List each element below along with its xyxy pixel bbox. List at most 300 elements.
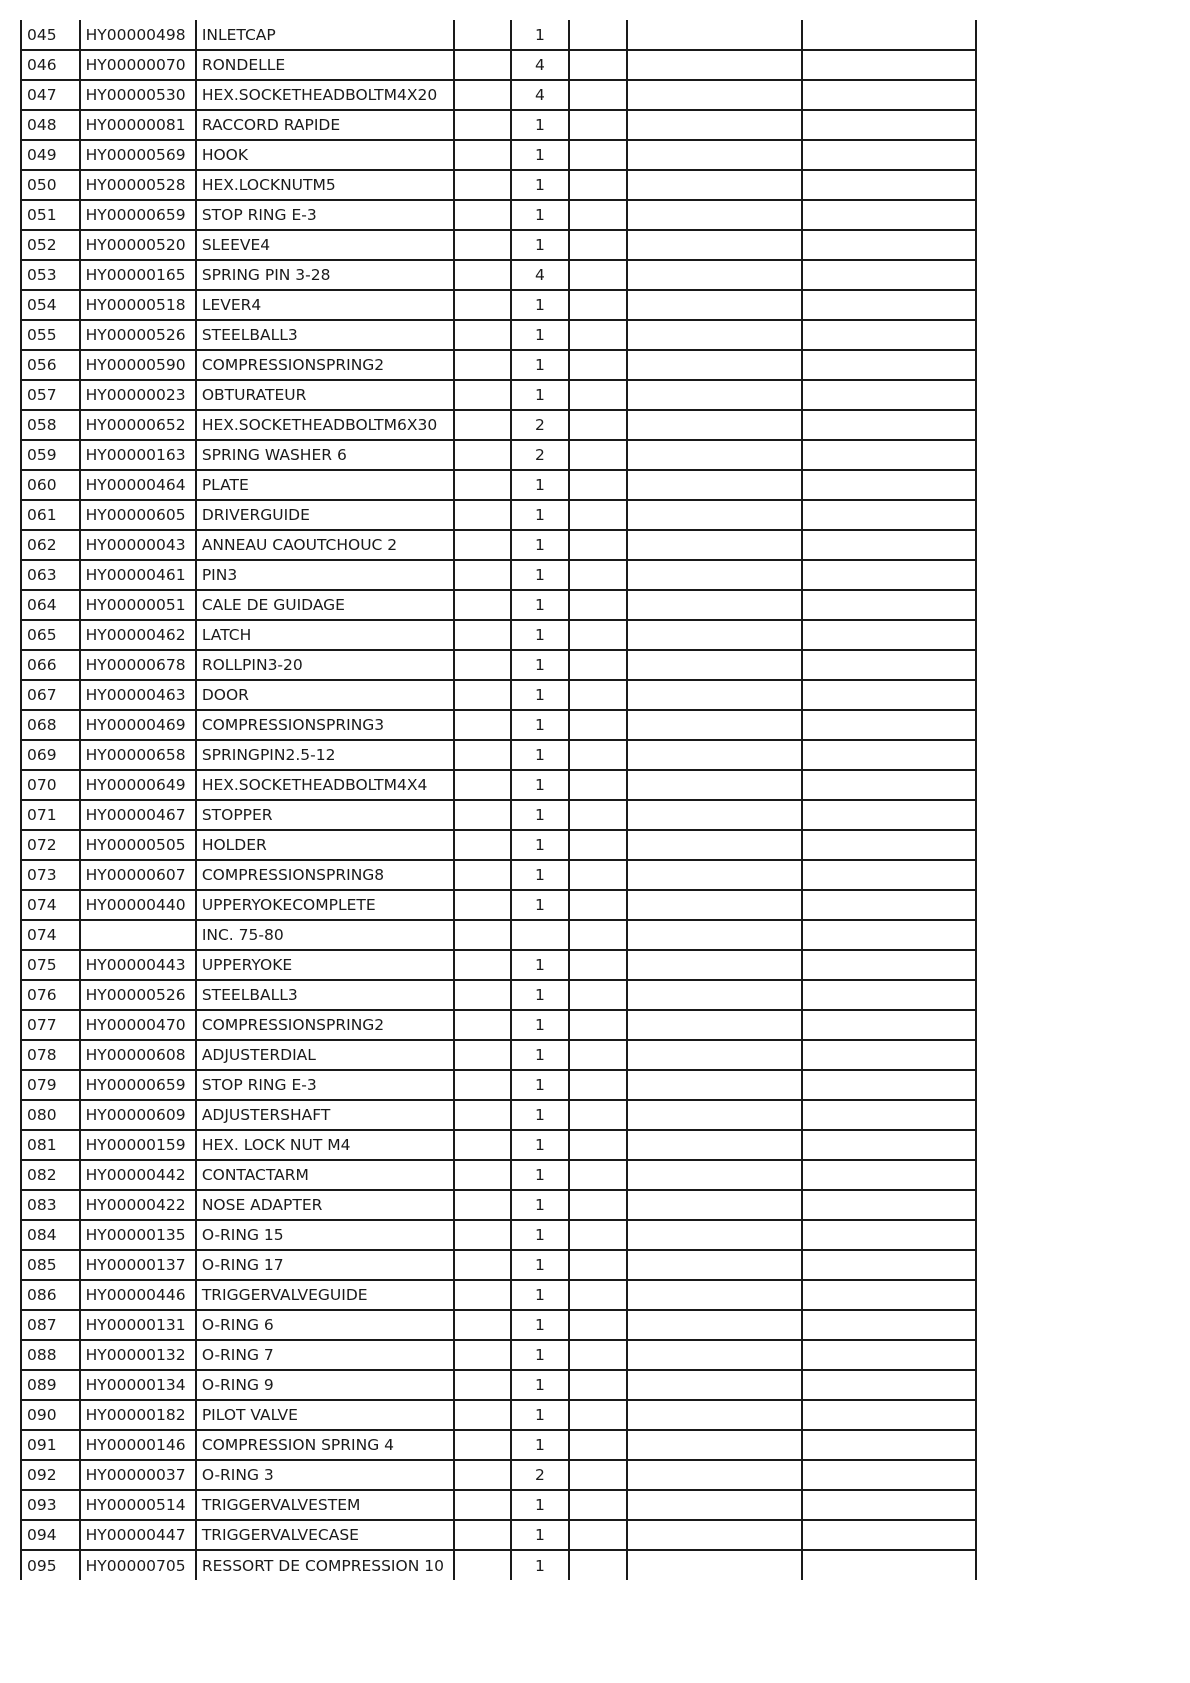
part-code-cell: HY00000469 <box>80 710 196 740</box>
description-cell: HEX.SOCKETHEADBOLTM6X30 <box>196 410 454 440</box>
blank-cell <box>802 290 976 320</box>
blank-cell <box>454 1220 512 1250</box>
item-number-cell: 059 <box>21 440 80 470</box>
blank-cell <box>802 440 976 470</box>
item-number-cell: 093 <box>21 1490 80 1520</box>
table-row <box>21 1250 976 1280</box>
table-row <box>21 680 976 710</box>
part-code-cell: HY00000514 <box>80 1490 196 1520</box>
item-number-cell: 060 <box>21 470 80 500</box>
table-row <box>21 1160 976 1190</box>
quantity-cell: 1 <box>511 1190 569 1220</box>
blank-cell <box>454 1280 512 1310</box>
blank-cell <box>569 1400 628 1430</box>
description-cell: HEX.SOCKETHEADBOLTM4X4 <box>196 770 454 800</box>
description-cell: STOPPER <box>196 800 454 830</box>
table-row <box>21 1490 976 1520</box>
part-code-cell: HY00000705 <box>80 1550 196 1580</box>
part-code-cell: HY00000081 <box>80 110 196 140</box>
part-code-cell: HY00000526 <box>80 320 196 350</box>
description-cell: COMPRESSIONSPRING2 <box>196 1010 454 1040</box>
blank-cell <box>802 1400 976 1430</box>
item-number-cell: 086 <box>21 1280 80 1310</box>
blank-cell <box>802 530 976 560</box>
quantity-cell: 1 <box>511 1250 569 1280</box>
blank-cell <box>454 440 512 470</box>
blank-cell <box>569 20 628 50</box>
table-row <box>21 770 976 800</box>
table-row <box>21 1550 976 1580</box>
item-number-cell: 090 <box>21 1400 80 1430</box>
blank-cell <box>454 1040 512 1070</box>
blank-cell <box>454 290 512 320</box>
description-cell: O-RING 7 <box>196 1340 454 1370</box>
quantity-cell: 4 <box>511 260 569 290</box>
part-code-cell: HY00000132 <box>80 1340 196 1370</box>
quantity-cell: 1 <box>511 1340 569 1370</box>
quantity-cell: 1 <box>511 650 569 680</box>
blank-cell <box>627 1490 802 1520</box>
part-code-cell: HY00000443 <box>80 950 196 980</box>
item-number-cell: 069 <box>21 740 80 770</box>
table-row <box>21 80 976 110</box>
blank-cell <box>569 440 628 470</box>
description-cell: O-RING 9 <box>196 1370 454 1400</box>
table-row <box>21 50 976 80</box>
blank-cell <box>569 590 628 620</box>
blank-cell <box>569 1130 628 1160</box>
blank-cell <box>569 1220 628 1250</box>
blank-cell <box>802 140 976 170</box>
part-code-cell: HY00000037 <box>80 1460 196 1490</box>
part-code-cell: HY00000498 <box>80 20 196 50</box>
parts-table-body <box>21 20 976 1580</box>
description-cell: STEELBALL3 <box>196 980 454 1010</box>
blank-cell <box>802 260 976 290</box>
blank-cell <box>627 380 802 410</box>
part-code-cell: HY00000652 <box>80 410 196 440</box>
blank-cell <box>802 1520 976 1550</box>
blank-cell <box>802 1070 976 1100</box>
part-code-cell: HY00000464 <box>80 470 196 500</box>
table-row <box>21 410 976 440</box>
quantity-cell: 1 <box>511 680 569 710</box>
blank-cell <box>454 830 512 860</box>
blank-cell <box>627 80 802 110</box>
item-number-cell: 079 <box>21 1070 80 1100</box>
description-cell: O-RING 15 <box>196 1220 454 1250</box>
blank-cell <box>569 500 628 530</box>
blank-cell <box>627 770 802 800</box>
quantity-cell: 1 <box>511 860 569 890</box>
quantity-cell: 1 <box>511 20 569 50</box>
description-cell: STOP RING E-3 <box>196 200 454 230</box>
item-number-cell: 050 <box>21 170 80 200</box>
blank-cell <box>569 980 628 1010</box>
quantity-cell: 1 <box>511 1100 569 1130</box>
blank-cell <box>454 1010 512 1040</box>
table-row <box>21 800 976 830</box>
part-code-cell: HY00000146 <box>80 1430 196 1460</box>
description-cell: TRIGGERVALVESTEM <box>196 1490 454 1520</box>
quantity-cell: 1 <box>511 350 569 380</box>
blank-cell <box>627 1190 802 1220</box>
blank-cell <box>569 1040 628 1070</box>
blank-cell <box>627 1280 802 1310</box>
description-cell: O-RING 6 <box>196 1310 454 1340</box>
item-number-cell: 066 <box>21 650 80 680</box>
blank-cell <box>569 1010 628 1040</box>
item-number-cell: 067 <box>21 680 80 710</box>
blank-cell <box>802 1370 976 1400</box>
description-cell: OBTURATEUR <box>196 380 454 410</box>
blank-cell <box>569 110 628 140</box>
table-row <box>21 350 976 380</box>
item-number-cell: 094 <box>21 1520 80 1550</box>
description-cell: ADJUSTERDIAL <box>196 1040 454 1070</box>
blank-cell <box>802 800 976 830</box>
blank-cell <box>802 410 976 440</box>
item-number-cell: 080 <box>21 1100 80 1130</box>
quantity-cell: 4 <box>511 80 569 110</box>
blank-cell <box>627 830 802 860</box>
item-number-cell: 076 <box>21 980 80 1010</box>
part-code-cell: HY00000678 <box>80 650 196 680</box>
blank-cell <box>569 260 628 290</box>
blank-cell <box>627 980 802 1010</box>
blank-cell <box>802 1340 976 1370</box>
item-number-cell: 049 <box>21 140 80 170</box>
quantity-cell: 1 <box>511 980 569 1010</box>
blank-cell <box>569 170 628 200</box>
blank-cell <box>802 1040 976 1070</box>
quantity-cell: 1 <box>511 380 569 410</box>
item-number-cell: 083 <box>21 1190 80 1220</box>
blank-cell <box>627 1040 802 1070</box>
blank-cell <box>569 1340 628 1370</box>
item-number-cell: 088 <box>21 1340 80 1370</box>
description-cell: HEX. LOCK NUT M4 <box>196 1130 454 1160</box>
description-cell: SPRING PIN 3-28 <box>196 260 454 290</box>
blank-cell <box>627 1250 802 1280</box>
blank-cell <box>569 830 628 860</box>
blank-cell <box>454 950 512 980</box>
blank-cell <box>454 80 512 110</box>
blank-cell <box>627 260 802 290</box>
description-cell: HOOK <box>196 140 454 170</box>
blank-cell <box>627 470 802 500</box>
blank-cell <box>569 140 628 170</box>
blank-cell <box>627 590 802 620</box>
blank-cell <box>627 320 802 350</box>
table-row <box>21 200 976 230</box>
part-code-cell: HY00000607 <box>80 860 196 890</box>
blank-cell <box>627 530 802 560</box>
part-code-cell: HY00000422 <box>80 1190 196 1220</box>
table-row <box>21 920 976 950</box>
blank-cell <box>454 200 512 230</box>
blank-cell <box>569 1430 628 1460</box>
description-cell: UPPERYOKE <box>196 950 454 980</box>
blank-cell <box>454 350 512 380</box>
part-code-cell <box>80 920 196 950</box>
part-code-cell: HY00000131 <box>80 1310 196 1340</box>
blank-cell <box>454 170 512 200</box>
blank-cell <box>454 1160 512 1190</box>
blank-cell <box>802 1550 976 1580</box>
quantity-cell: 4 <box>511 50 569 80</box>
table-row <box>21 500 976 530</box>
quantity-cell: 1 <box>511 1370 569 1400</box>
item-number-cell: 092 <box>21 1460 80 1490</box>
item-number-cell: 075 <box>21 950 80 980</box>
description-cell: SPRING WASHER 6 <box>196 440 454 470</box>
blank-cell <box>627 1130 802 1160</box>
blank-cell <box>569 1280 628 1310</box>
quantity-cell: 1 <box>511 1010 569 1040</box>
part-code-cell: HY00000658 <box>80 740 196 770</box>
description-cell: DRIVERGUIDE <box>196 500 454 530</box>
blank-cell <box>454 260 512 290</box>
quantity-cell: 1 <box>511 110 569 140</box>
blank-cell <box>569 320 628 350</box>
quantity-cell: 1 <box>511 770 569 800</box>
blank-cell <box>627 950 802 980</box>
quantity-cell: 1 <box>511 470 569 500</box>
description-cell: INC. 75-80 <box>196 920 454 950</box>
table-row <box>21 620 976 650</box>
blank-cell <box>569 620 628 650</box>
blank-cell <box>802 770 976 800</box>
blank-cell <box>627 500 802 530</box>
blank-cell <box>802 920 976 950</box>
item-number-cell: 051 <box>21 200 80 230</box>
description-cell: PILOT VALVE <box>196 1400 454 1430</box>
blank-cell <box>454 1400 512 1430</box>
item-number-cell: 064 <box>21 590 80 620</box>
item-number-cell: 070 <box>21 770 80 800</box>
description-cell: O-RING 17 <box>196 1250 454 1280</box>
part-code-cell: HY00000442 <box>80 1160 196 1190</box>
blank-cell <box>569 1370 628 1400</box>
blank-cell <box>627 620 802 650</box>
quantity-cell: 1 <box>511 1130 569 1160</box>
blank-cell <box>454 800 512 830</box>
item-number-cell: 078 <box>21 1040 80 1070</box>
blank-cell <box>454 230 512 260</box>
part-code-cell: HY00000440 <box>80 890 196 920</box>
blank-cell <box>454 1070 512 1100</box>
table-row <box>21 890 976 920</box>
description-cell: ADJUSTERSHAFT <box>196 1100 454 1130</box>
quantity-cell: 1 <box>511 1520 569 1550</box>
part-code-cell: HY00000470 <box>80 1010 196 1040</box>
quantity-cell: 1 <box>511 590 569 620</box>
blank-cell <box>569 920 628 950</box>
table-row <box>21 1310 976 1340</box>
blank-cell <box>627 800 802 830</box>
part-code-cell: HY00000659 <box>80 1070 196 1100</box>
table-row <box>21 470 976 500</box>
part-code-cell: HY00000461 <box>80 560 196 590</box>
blank-cell <box>627 50 802 80</box>
item-number-cell: 085 <box>21 1250 80 1280</box>
part-code-cell: HY00000530 <box>80 80 196 110</box>
item-number-cell: 052 <box>21 230 80 260</box>
blank-cell <box>569 1310 628 1340</box>
table-row <box>21 140 976 170</box>
table-row <box>21 650 976 680</box>
description-cell: COMPRESSIONSPRING3 <box>196 710 454 740</box>
blank-cell <box>802 740 976 770</box>
blank-cell <box>569 950 628 980</box>
blank-cell <box>627 1460 802 1490</box>
item-number-cell: 084 <box>21 1220 80 1250</box>
blank-cell <box>569 800 628 830</box>
blank-cell <box>802 1250 976 1280</box>
blank-cell <box>802 980 976 1010</box>
description-cell: SLEEVE4 <box>196 230 454 260</box>
blank-cell <box>802 1220 976 1250</box>
blank-cell <box>454 620 512 650</box>
blank-cell <box>627 740 802 770</box>
description-cell: RESSORT DE COMPRESSION 10 <box>196 1550 454 1580</box>
blank-cell <box>569 290 628 320</box>
blank-cell <box>454 1520 512 1550</box>
part-code-cell: HY00000043 <box>80 530 196 560</box>
description-cell: DOOR <box>196 680 454 710</box>
quantity-cell: 1 <box>511 530 569 560</box>
quantity-cell: 1 <box>511 710 569 740</box>
table-row <box>21 1460 976 1490</box>
blank-cell <box>569 770 628 800</box>
blank-cell <box>627 140 802 170</box>
blank-cell <box>569 470 628 500</box>
blank-cell <box>569 380 628 410</box>
blank-cell <box>454 770 512 800</box>
blank-cell <box>569 50 628 80</box>
blank-cell <box>454 1250 512 1280</box>
description-cell: UPPERYOKECOMPLETE <box>196 890 454 920</box>
blank-cell <box>627 710 802 740</box>
quantity-cell: 2 <box>511 410 569 440</box>
blank-cell <box>569 650 628 680</box>
blank-cell <box>569 740 628 770</box>
blank-cell <box>454 50 512 80</box>
blank-cell <box>627 680 802 710</box>
table-row <box>21 230 976 260</box>
part-code-cell: HY00000467 <box>80 800 196 830</box>
description-cell: PLATE <box>196 470 454 500</box>
blank-cell <box>627 1220 802 1250</box>
blank-cell <box>802 20 976 50</box>
blank-cell <box>569 1520 628 1550</box>
table-row <box>21 260 976 290</box>
quantity-cell: 1 <box>511 740 569 770</box>
blank-cell <box>454 1460 512 1490</box>
blank-cell <box>802 50 976 80</box>
quantity-cell: 1 <box>511 140 569 170</box>
blank-cell <box>454 110 512 140</box>
item-number-cell: 055 <box>21 320 80 350</box>
blank-cell <box>802 80 976 110</box>
blank-cell <box>454 140 512 170</box>
blank-cell <box>802 950 976 980</box>
description-cell: COMPRESSIONSPRING2 <box>196 350 454 380</box>
blank-cell <box>802 1280 976 1310</box>
blank-cell <box>454 380 512 410</box>
item-number-cell: 061 <box>21 500 80 530</box>
blank-cell <box>454 980 512 1010</box>
table-row <box>21 20 976 50</box>
part-code-cell: HY00000463 <box>80 680 196 710</box>
quantity-cell: 1 <box>511 800 569 830</box>
blank-cell <box>802 470 976 500</box>
blank-cell <box>569 1160 628 1190</box>
blank-cell <box>569 860 628 890</box>
quantity-cell: 1 <box>511 1550 569 1580</box>
part-code-cell: HY00000528 <box>80 170 196 200</box>
table-row <box>21 1220 976 1250</box>
table-row <box>21 1100 976 1130</box>
quantity-cell: 2 <box>511 440 569 470</box>
blank-cell <box>569 230 628 260</box>
item-number-cell: 095 <box>21 1550 80 1580</box>
table-row <box>21 110 976 140</box>
item-number-cell: 077 <box>21 1010 80 1040</box>
quantity-cell: 1 <box>511 560 569 590</box>
blank-cell <box>802 1100 976 1130</box>
blank-cell <box>454 1430 512 1460</box>
table-row <box>21 1340 976 1370</box>
blank-cell <box>802 380 976 410</box>
description-cell: ROLLPIN3-20 <box>196 650 454 680</box>
blank-cell <box>627 350 802 380</box>
blank-cell <box>569 1070 628 1100</box>
item-number-cell: 057 <box>21 380 80 410</box>
item-number-cell: 048 <box>21 110 80 140</box>
part-code-cell: HY00000051 <box>80 590 196 620</box>
item-number-cell: 082 <box>21 1160 80 1190</box>
part-code-cell: HY00000023 <box>80 380 196 410</box>
description-cell: TRIGGERVALVECASE <box>196 1520 454 1550</box>
blank-cell <box>454 590 512 620</box>
blank-cell <box>627 1160 802 1190</box>
item-number-cell: 046 <box>21 50 80 80</box>
blank-cell <box>569 680 628 710</box>
blank-cell <box>627 860 802 890</box>
blank-cell <box>454 710 512 740</box>
part-code-cell: HY00000605 <box>80 500 196 530</box>
blank-cell <box>454 680 512 710</box>
part-code-cell: HY00000518 <box>80 290 196 320</box>
blank-cell <box>454 410 512 440</box>
part-code-cell: HY00000609 <box>80 1100 196 1130</box>
blank-cell <box>802 1310 976 1340</box>
blank-cell <box>802 890 976 920</box>
description-cell: TRIGGERVALVEGUIDE <box>196 1280 454 1310</box>
part-code-cell: HY00000505 <box>80 830 196 860</box>
quantity-cell: 1 <box>511 890 569 920</box>
blank-cell <box>454 560 512 590</box>
blank-cell <box>454 1190 512 1220</box>
blank-cell <box>802 200 976 230</box>
quantity-cell: 1 <box>511 1310 569 1340</box>
part-code-cell: HY00000070 <box>80 50 196 80</box>
description-cell: STEELBALL3 <box>196 320 454 350</box>
blank-cell <box>454 1370 512 1400</box>
item-number-cell: 073 <box>21 860 80 890</box>
